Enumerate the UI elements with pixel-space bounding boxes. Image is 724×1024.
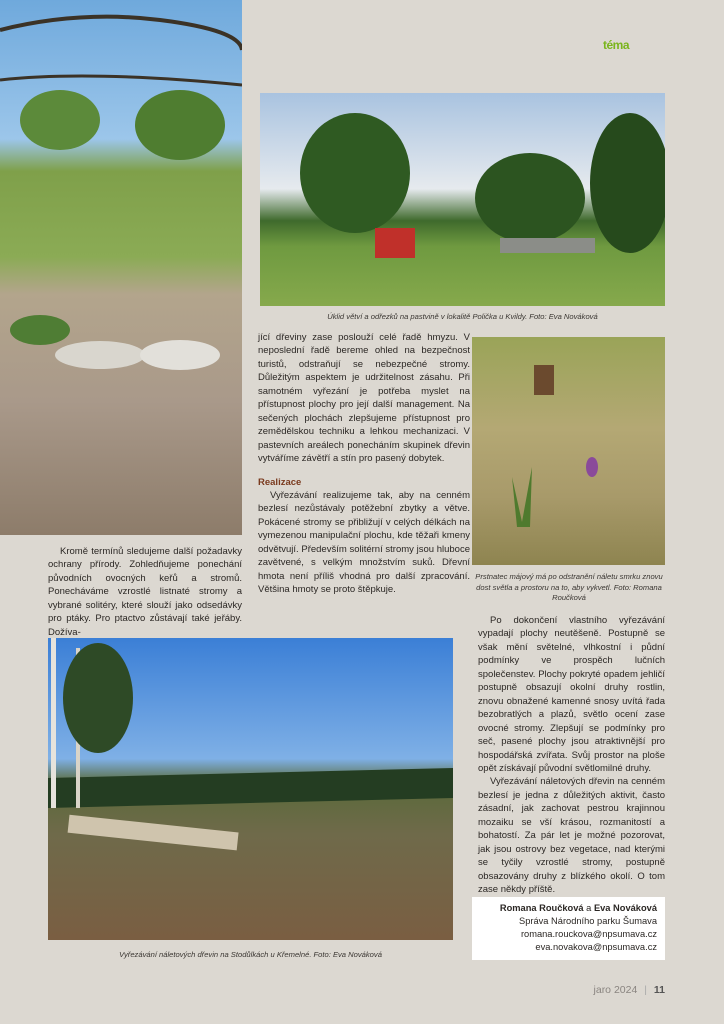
caption-right-photo: Prstnatec májový má po odstranění náletu smrku znovu dost světla a prostoru na to, aby vykvetl. Foto: Romana Roučková	[475, 572, 663, 602]
paragraph: jící dřeviny zase poslouží celé řadě hmyzu. V neposlední řadě bereme ohled na bezpečnost turistů, odstraňují se nebezpečné stromy. Důležitým aspektem je udržitelnost zásahu. Při samotném vyřezání je potřeba myslet na přístupnost plochy pro její další management. Na sečených plochách zlepšujeme přístupnost pro zemědělskou techniku a lehkou mechanizaci. V pastevních areálech ponecháním skupinek dřevin vytváříme závětří a stín pro pasený dobytek.	[258, 332, 470, 465]
page-footer	[594, 984, 665, 996]
caption-bottom-photo: Vyřezávání náletových dřevin na Stodůlkách u Křemelné. Foto: Eva Nováková	[119, 950, 382, 959]
author-name: Romana Roučková	[499, 903, 584, 913]
paragraph: Vyřezávání náletových dřevin na cenném bezlesí je jedna z důležitých aktivit, často zásadní, jak zachovat pestrou krajinnou mozaiku se vší krásou, rozmanitostí a bohatostí. Za pár let je možné pozorovat, jak jsou ostrovy bez vegetace, nad kterými se tyčily vzrostlé stromy, postupně obsazovány druhy z blízkého okolí. O tom zase někdy příště.	[478, 776, 665, 896]
forest-graphic	[48, 638, 453, 940]
conjunction: a	[586, 903, 592, 913]
email-link[interactable]: eva.novakova@npsumava.cz	[535, 942, 657, 952]
separator: |	[644, 984, 647, 996]
trees-graphic	[260, 93, 665, 306]
article-right-column	[478, 614, 665, 897]
orchid-graphic	[472, 337, 665, 565]
photo-orchid	[472, 337, 665, 565]
tree-branches-graphic	[0, 0, 242, 535]
paragraph: Vyřezávání realizujeme tak, aby na cenném bezlesí nezůstávaly potěžební zbytky a větve. Pokácené stromy se přibližují v celých délkách na vymezenou manipulační plochu, kde těžaři kmeny odvětvují. Především solitérní stromy jsou hluboce zavětvené, s velkým množstvím suků. Dřevní hmota není příliš vhodná pro další zpracování. Většina hmoty se proto štěpkuje.	[258, 489, 470, 596]
email-link[interactable]: romana.rouckova@npsumava.cz	[520, 929, 657, 939]
section-logo: téma	[603, 38, 630, 52]
photo-tractor-pasture	[260, 93, 665, 306]
caption-top-right: Úklid větví a odřezků na pastvině v lokalitě Polička u Kvildy. Foto: Eva Nováková	[327, 312, 598, 321]
photo-clearing-top-left	[0, 0, 242, 535]
paragraph: Kromě termínů sledujeme další požadavky ochrany přírody. Zohledňujeme ponechání původních ovocných keřů a stromů. Ponecháváme vzrostlé listnaté stromy a vybrané solitéry, které slouží jako odsedávky pro ptáky. Pro ptactvo zůstávají také jeřáby. Dožíva-	[48, 546, 242, 638]
organization: Správa Národního parku Šumava	[519, 916, 657, 926]
issue-label: jaro 2024	[593, 984, 638, 996]
author-box	[472, 897, 665, 960]
page-number: 11	[653, 984, 665, 996]
trailer	[500, 238, 595, 253]
article-middle-column	[258, 331, 470, 597]
authors-line	[472, 902, 657, 915]
subheading-realizace: Realizace	[258, 476, 302, 488]
article-left-column	[48, 545, 242, 639]
tractor	[375, 228, 415, 258]
author-name: Eva Nováková	[593, 903, 657, 913]
photo-stodulky-clearing	[48, 638, 453, 940]
paragraph: Po dokončení vlastního vyřezávání vypadají plochy neutěšeně. Postupně se však mění světelné, vlhkostní i půdní podmínky ve prospěch lučních společenstev. Plochy pokryté opadem jehličí postupně obsazují okolní druhy rostlin, znovu obnažené kamenné snosy uvítá řada bezobratlých a plazů, světlo ocení zase ovocné stromy. Zlepšují se podmínky pro seč, pasené plochy jsou atraktivnější pro hospodářská zvířata. Svůj prostor na ploše opět získávají původní světlomilné druhy.	[478, 615, 665, 774]
